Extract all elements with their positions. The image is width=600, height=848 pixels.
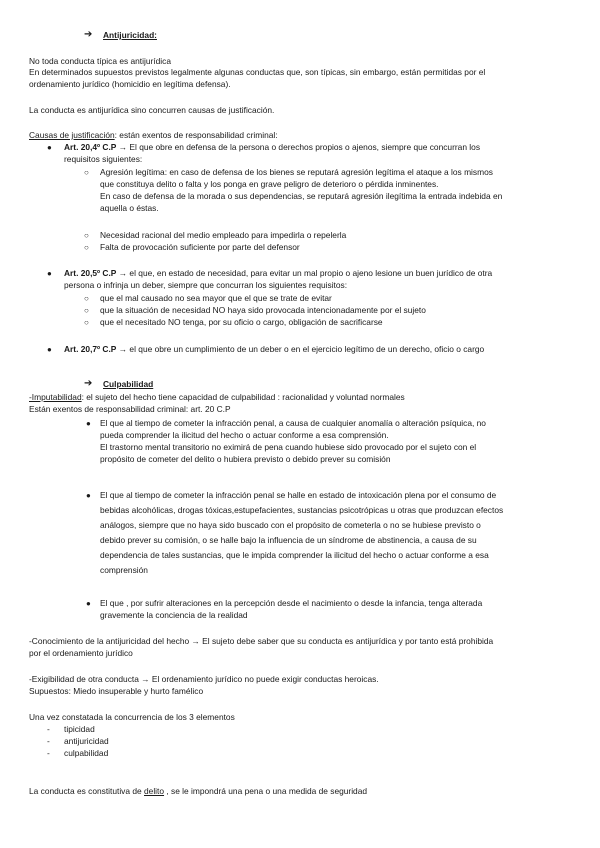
- dash-bullet: -: [47, 724, 50, 734]
- requirement-line: aquella o éstas.: [100, 203, 159, 213]
- arrow-bullet-icon: ➔: [84, 29, 93, 40]
- requirement-line: En caso de defensa de la morada o sus dependencias, se reputará agresión ilegítima la entrada indebida en: [100, 191, 503, 201]
- bullet-text-line: El trastorno mental transitorio no eximirá de pena cuando hubiese sido provocado por el sujeto con el: [100, 442, 477, 452]
- bullet-text-line: dependencia de tales sustancias, que le impida comprender la ilicitud del hecho o actuar conforme a esa: [100, 550, 489, 560]
- circle-bullet-icon: ○: [84, 231, 89, 240]
- bullet-icon: ●: [47, 143, 52, 152]
- article-text-cont: requisitos siguientes:: [64, 154, 143, 164]
- article-code: Art. 20,7º C.P: [64, 344, 117, 354]
- circle-bullet-icon: ○: [84, 318, 89, 327]
- circle-bullet-icon: ○: [84, 243, 89, 252]
- final-text-b: , se le impondrá una pena o una medida de seguridad: [164, 786, 368, 796]
- article-text: → el que obre un cumplimiento de un deber o en el ejercicio legítimo de un derecho, oficio o cargo: [116, 344, 485, 354]
- bullet-text-line: El que , por sufrir alteraciones en la percepción desde el nacimiento o desde la infancia, tenga alterada: [100, 598, 483, 608]
- bullet-icon: ●: [47, 345, 52, 354]
- article-code: Art. 20,4º C.P: [64, 142, 117, 152]
- bullet-text-line: El que al tiempo de cometer la infracción penal se halle en estado de intoxicación plena por el consumo de: [100, 490, 497, 500]
- bullet-text-line: gravemente la conciencia de la realidad: [100, 610, 248, 620]
- list-item: culpabilidad: [64, 748, 109, 758]
- bullet-text-line: comprensión: [100, 565, 148, 575]
- section-title-culpabilidad: Culpabilidad: [103, 379, 154, 389]
- list-item: tipicidad: [64, 724, 95, 734]
- article-text-cont: persona o infrinja un deber, siempre que concurran los siguientes requisitos:: [64, 280, 348, 290]
- causas-rest: : están exentos de responsabilidad criminal:: [114, 130, 278, 140]
- bullet-icon: ●: [47, 269, 52, 278]
- article-text: → El que obre en defensa de la persona o derechos propios o ajenos, siempre que concurran los: [116, 142, 481, 152]
- paragraph-line: -Conocimiento de la antijuricidad del hecho → El sujeto debe saber que su conducta es antijurídica y por tanto está prohibida: [29, 636, 494, 646]
- imputabilidad-rest: : el sujeto del hecho tiene capacidad de culpabilidad : racionalidad y voluntad normales: [81, 392, 405, 402]
- list-item: antijuricidad: [64, 736, 109, 746]
- requirement-line: que el mal causado no sea mayor que el que se trate de evitar: [100, 293, 332, 303]
- dash-bullet: -: [47, 736, 50, 746]
- requirement-line: Necesidad racional del medio empleado para impedirla o repelerla: [100, 230, 347, 240]
- delito-link-text: delito: [144, 786, 165, 796]
- circle-bullet-icon: ○: [84, 168, 89, 177]
- bullet-text-line: El que al tiempo de cometer la infracción penal, a causa de cualquier anomalía o alteración psíquica, no: [100, 418, 486, 428]
- section-title-antijuricidad: Antijuricidad:: [103, 30, 157, 40]
- bullet-text-line: pueda comprender la ilicitud del hecho o actuar conforme a esa comprensión.: [100, 430, 389, 440]
- paragraph-line: No toda conducta típica es antijurídica: [29, 56, 171, 66]
- causas-label: Causas de justificación: [29, 130, 115, 140]
- paragraph-line: por el ordenamiento jurídico: [29, 648, 133, 658]
- final-text-a: La conducta es constitutiva de: [29, 786, 144, 796]
- bullet-text-line: debido prever su comisión, o se halle bajo la influencia de un síndrome de abstinencia, a causa de su: [100, 535, 477, 545]
- causas-line: [29, 130, 278, 141]
- bullet-icon: ●: [86, 419, 91, 428]
- requirement-line: que constituya delito o falta y los ponga en grave peligro de deterioro o pérdida inminentes.: [100, 179, 439, 189]
- article-code: Art. 20,5º C.P: [64, 268, 117, 278]
- bullet-icon: ●: [86, 599, 91, 608]
- paragraph-line: ordenamiento jurídico (homicidio en legítima defensa).: [29, 79, 231, 89]
- bullet-text-line: bebidas alcohólicas, drogas tóxicas,estupefacientes, sustancias psicotrópicas u otras que produzcan efectos: [100, 505, 504, 515]
- requirement-line: que el necesitado NO tenga, por su oficio o cargo, obligación de sacrificarse: [100, 317, 383, 327]
- requirement-line: que la situación de necesidad NO haya sido provocada intencionadamente por el sujeto: [100, 305, 426, 315]
- imputabilidad-label: -Imputabilidad: [29, 392, 82, 402]
- requirement-line: Agresión legítima: en caso de defensa de los bienes se reputará agresión legítima el ataque a los mismos: [100, 167, 493, 177]
- article-text: → el que, en estado de necesidad, para evitar un mal propio o ajeno lesione un buen jurídico de otra: [116, 268, 493, 278]
- paragraph-line: -Exigibilidad de otra conducta → El ordenamiento jurídico no puede exigir conductas heroicas.: [29, 674, 379, 684]
- paragraph-line: Supuestos: Miedo insuperable y hurto famélico: [29, 686, 204, 696]
- paragraph-line: En determinados supuestos previstos legalmente algunas conductas que, son típicas, sin embargo, están permitidas por el: [29, 67, 486, 77]
- circle-bullet-icon: ○: [84, 294, 89, 303]
- imputabilidad-line: [29, 392, 405, 403]
- article-line: [64, 344, 484, 355]
- dash-bullet: -: [47, 748, 50, 758]
- final-line: [29, 786, 367, 797]
- circle-bullet-icon: ○: [84, 306, 89, 315]
- paragraph-line: La conducta es antijurídica sino concurren causas de justificación.: [29, 105, 275, 115]
- bullet-text-line: propósito de cometer del delito o hubiera previsto o debido prever su comisión: [100, 454, 391, 464]
- article-line: [64, 142, 480, 153]
- arrow-bullet-icon: ➔: [84, 378, 93, 389]
- paragraph-line: Están exentos de responsabilidad criminal: art. 20 C.P: [29, 404, 231, 414]
- bullet-icon: ●: [86, 491, 91, 500]
- paragraph-line: Una vez constatada la concurrencia de los 3 elementos: [29, 712, 235, 722]
- bullet-text-line: análogos, siempre que no haya sido buscado con el propósito de cometerla o no se hubiese previsto o: [100, 520, 481, 530]
- article-line: [64, 268, 492, 279]
- requirement-line: Falta de provocación suficiente por parte del defensor: [100, 242, 300, 252]
